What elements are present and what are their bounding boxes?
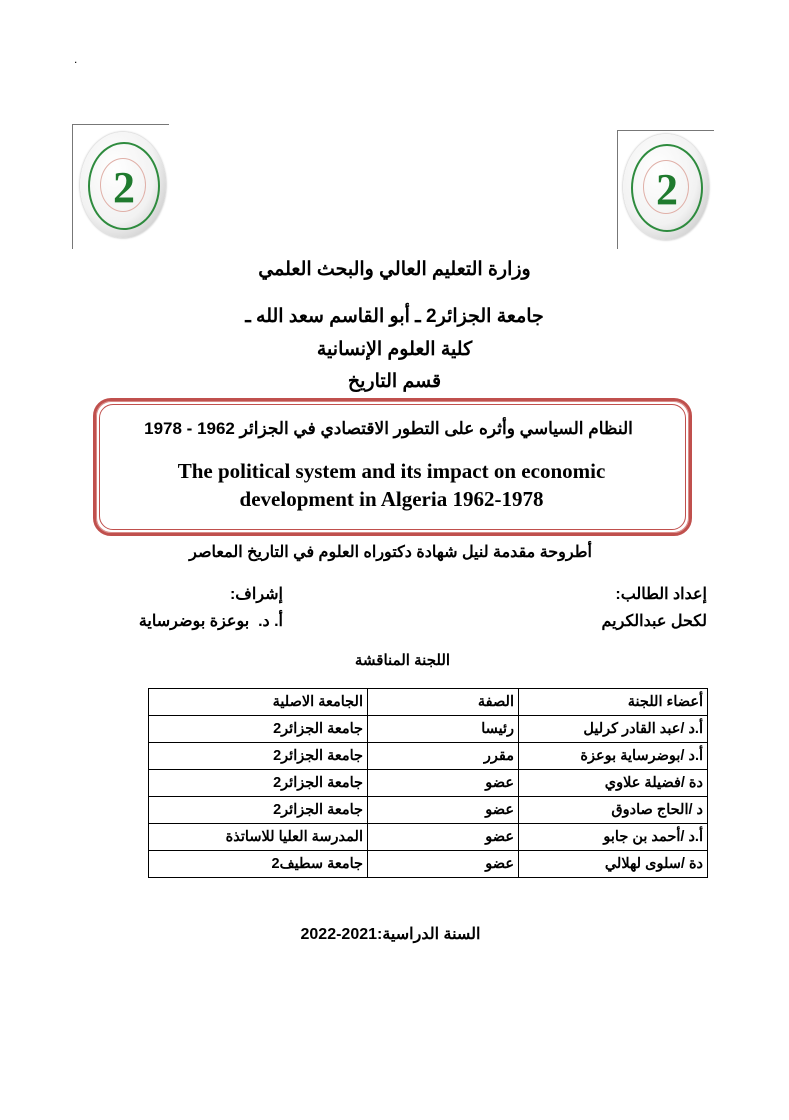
member-role: عضو <box>368 851 519 878</box>
academic-year: السنة الدراسية:2021-2022 <box>300 926 481 943</box>
logo-mark-icon: 2 <box>113 163 135 212</box>
thesis-note: أطروحة مقدمة لنيل شهادة دكتوراه العلوم في التاريخ المعاصر <box>189 544 592 561</box>
supervisor-label: إشراف: <box>229 586 283 603</box>
table-header-row <box>149 689 708 716</box>
university-name: جامعة الجزائر2 ـ أبو القاسم سعد الله ـ <box>245 306 544 327</box>
member-university: جامعة الجزائر2 <box>149 770 368 797</box>
supervisor-name: أ. د. بوعزة بوضرساية <box>138 613 283 630</box>
member-name: دة /سلوى لهلالي <box>519 851 708 878</box>
arabic-title: النظام السياسي وأثره على التطور الاقتصادي في الجزائر 1962 - 1978 <box>144 419 633 438</box>
english-title-line1: The political system and its impact on economic <box>177 459 606 483</box>
table-row <box>149 770 708 797</box>
ministry-name: وزارة التعليم العالي والبحث العلمي <box>258 259 531 280</box>
logo-mark-icon: 2 <box>656 165 678 214</box>
table-row <box>149 743 708 770</box>
member-role: عضو <box>368 797 519 824</box>
member-university: جامعة سطيف2 <box>149 851 368 878</box>
member-name: د /الحاج صادوق <box>519 797 708 824</box>
committee-heading: اللجنة المناقشة <box>354 652 451 669</box>
table-row <box>149 824 708 851</box>
page-mark: . <box>74 52 78 66</box>
university-logo-left <box>72 124 164 244</box>
member-role: مقرر <box>368 743 519 770</box>
member-name: أ.د /بوضرساية بوعزة <box>519 743 708 770</box>
member-university: جامعة الجزائر2 <box>149 743 368 770</box>
committee-table <box>148 688 708 878</box>
member-university: جامعة الجزائر2 <box>149 797 368 824</box>
student-name: لكحل عبدالكريم <box>601 613 707 630</box>
member-name: أ.د /عبد القادر كرليل <box>519 716 708 743</box>
column-header: الجامعة الاصلية <box>149 689 368 716</box>
table-row <box>149 716 708 743</box>
university-logo-right <box>617 130 709 250</box>
member-university: المدرسة العليا للاساتذة <box>149 824 368 851</box>
faculty-name: كلية العلوم الإنسانية <box>316 339 473 360</box>
member-role: عضو <box>368 770 519 797</box>
student-label: إعداد الطالب: <box>615 586 707 603</box>
member-university: جامعة الجزائر2 <box>149 716 368 743</box>
department-name: قسم التاريخ <box>347 371 442 392</box>
member-role: عضو <box>368 824 519 851</box>
member-name: دة /فضيلة علاوي <box>519 770 708 797</box>
column-header: أعضاء اللجنة <box>519 689 708 716</box>
column-header: الصفة <box>368 689 519 716</box>
table-row <box>149 851 708 878</box>
english-title-line2: development in Algeria 1962-1978 <box>239 487 544 511</box>
member-role: رئيسا <box>368 716 519 743</box>
member-name: أ.د /أحمد بن جابو <box>519 824 708 851</box>
table-row <box>149 797 708 824</box>
